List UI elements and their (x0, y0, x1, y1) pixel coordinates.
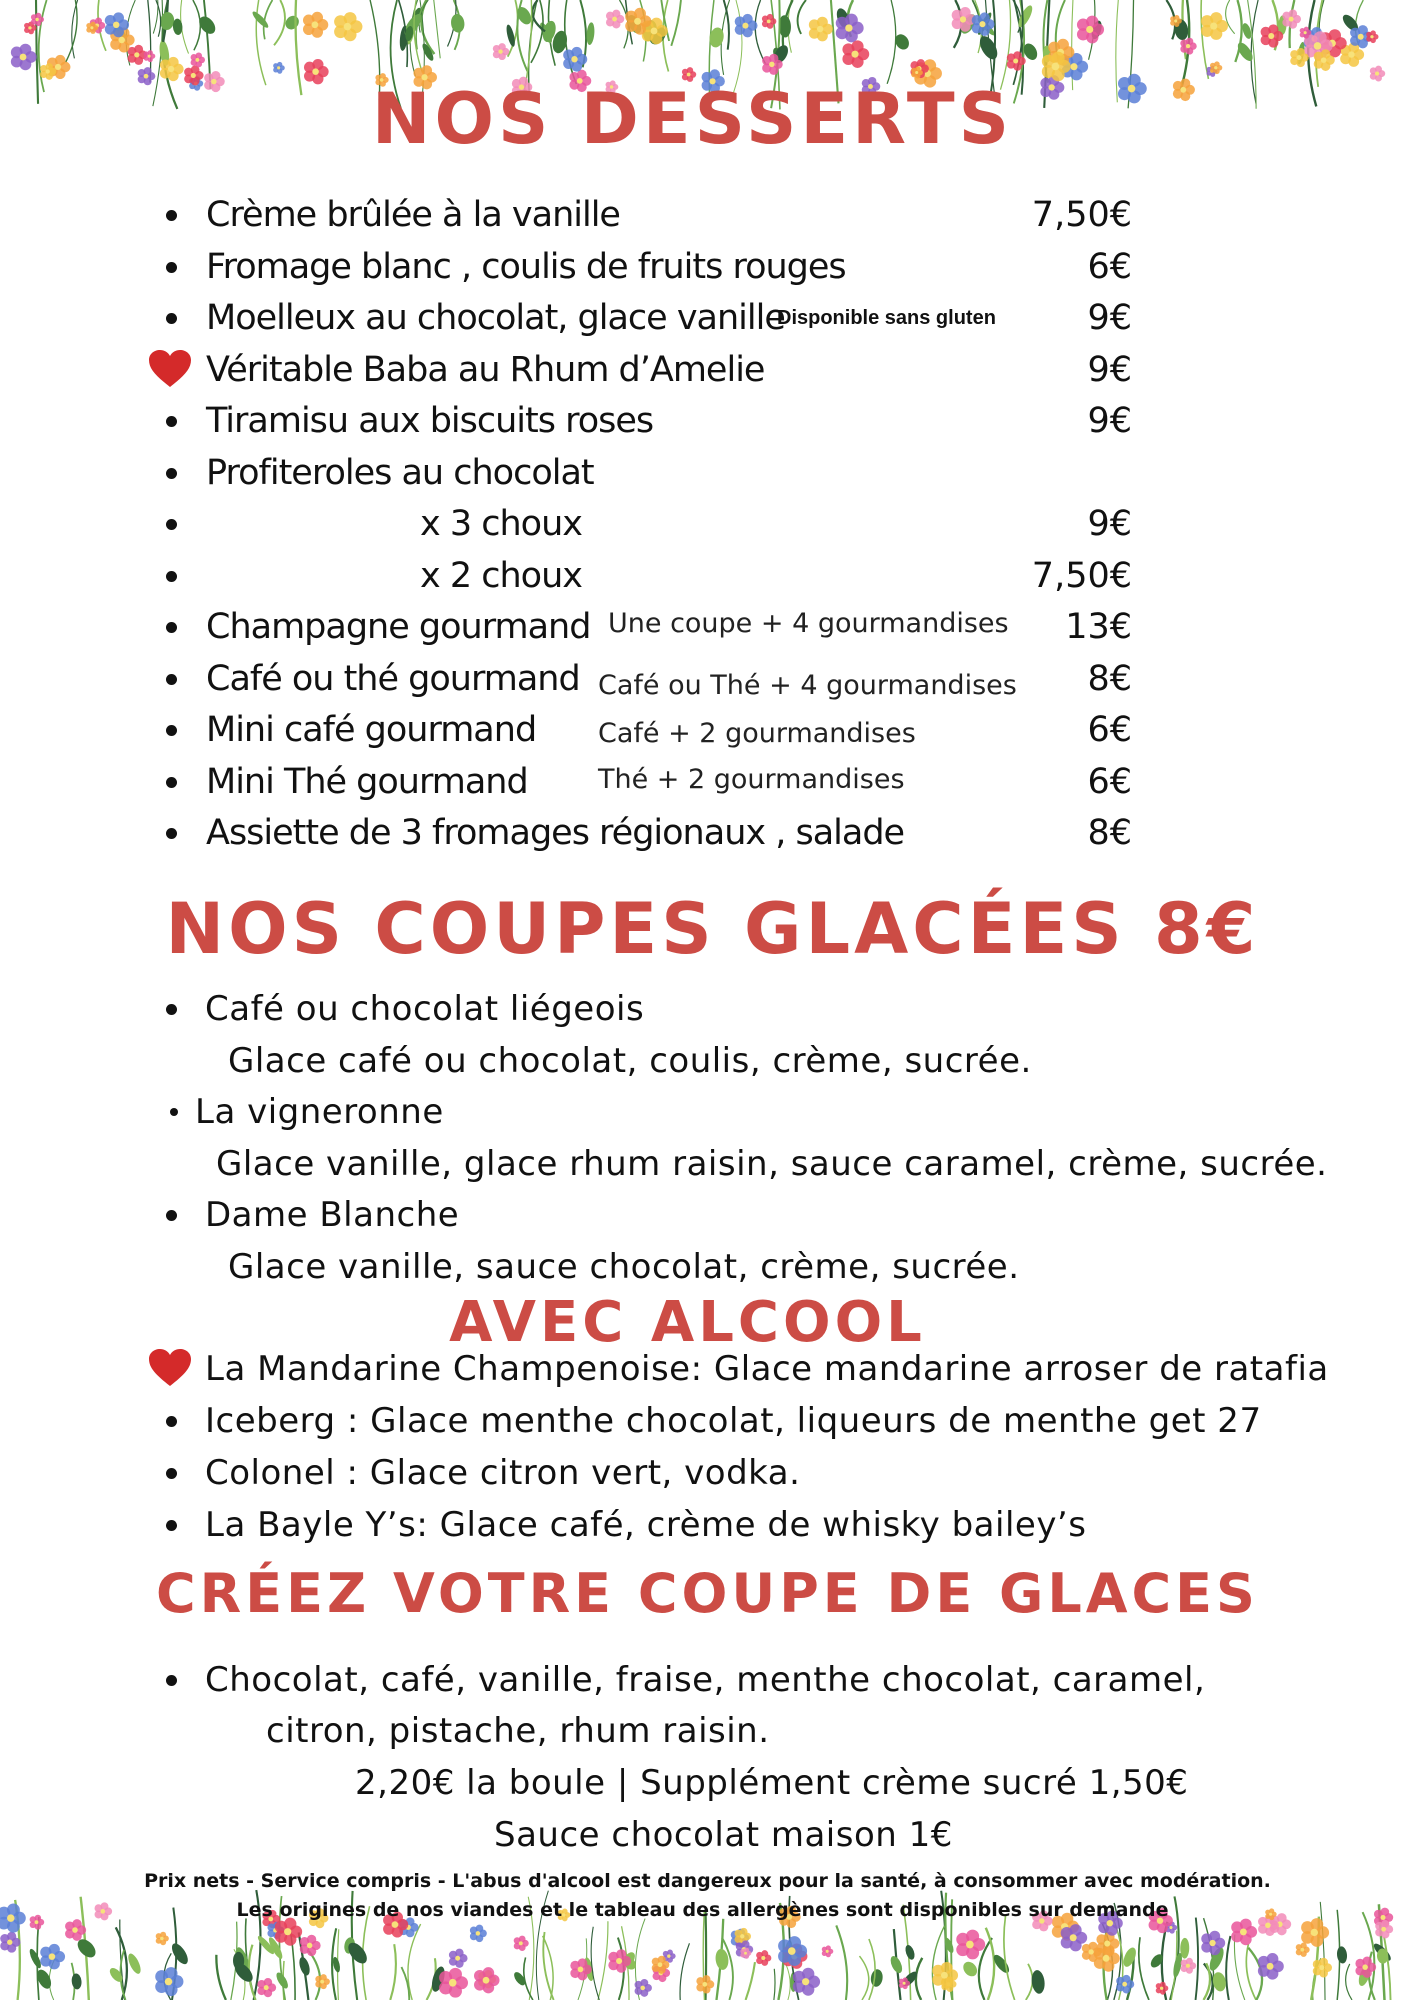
dessert-item (0, 808, 1132, 858)
coupe-item (0, 1087, 1415, 1137)
bullet-icon (148, 1655, 194, 1705)
floral-border-bottom (0, 1880, 1415, 2000)
dessert-item (0, 448, 1132, 498)
alcool-text: La Bayle Y’s: Glace café, crème de whisky bailey’s (205, 1505, 1087, 1545)
bullet-icon (166, 777, 177, 788)
bullet-icon (166, 725, 177, 736)
dessert-name: Mini café gourmand (206, 710, 537, 750)
bullet-icon (166, 1004, 177, 1015)
dessert-name: Moelleux au chocolat, glace vanille (206, 298, 785, 338)
flavors-item (0, 1655, 1415, 1705)
dessert-price: 9€ (1087, 504, 1132, 544)
dessert-note: Café ou Thé + 4 gourmandises (598, 669, 1017, 701)
dessert-note: Une coupe + 4 gourmandises (608, 608, 1009, 639)
bullet-icon (166, 416, 177, 427)
dessert-item (0, 293, 1132, 343)
coupes-title: NOS COUPES GLACÉES 8€ (165, 888, 1260, 970)
dessert-price: 7,50€ (1031, 555, 1132, 596)
dessert-note: Disponible sans gluten (777, 307, 996, 329)
dessert-item (0, 396, 1132, 446)
bullet-icon (170, 1108, 178, 1116)
alcool-item (0, 1448, 1415, 1498)
bullet-icon (166, 1468, 177, 1479)
dessert-item (0, 602, 1132, 652)
dessert-name: Café ou thé gourmand (206, 658, 580, 699)
bullet-icon (166, 262, 177, 273)
alcool-item (0, 1396, 1415, 1446)
dessert-item (0, 705, 1132, 755)
heart-icon (148, 1348, 192, 1402)
dessert-price: 13€ (1065, 607, 1132, 647)
dessert-item (0, 654, 1132, 704)
bullet-icon (166, 622, 177, 633)
dessert-name: Fromage blanc , coulis de fruits rouges (206, 246, 846, 287)
creez-title: CRÉEZ VOTRE COUPE DE GLACES (156, 1562, 1259, 1625)
bullet-icon (166, 210, 177, 221)
heart-icon (148, 349, 192, 403)
dessert-item (0, 499, 1132, 549)
dessert-price: 8€ (1087, 658, 1132, 699)
dessert-item (0, 242, 1132, 292)
dessert-name: Tiramisu aux biscuits roses (206, 401, 654, 441)
alcool-text: Colonel : Glace citron vert, vodka. (205, 1453, 801, 1493)
coupe-name: Dame Blanche (205, 1195, 460, 1235)
bullet-icon (166, 1520, 177, 1531)
dessert-item (0, 551, 1132, 601)
bullet-icon (166, 468, 177, 479)
dessert-price: 8€ (1087, 813, 1132, 853)
dessert-price: 6€ (1087, 246, 1132, 287)
dessert-name: Profiteroles au chocolat (206, 452, 594, 493)
dessert-item (0, 190, 1132, 240)
dessert-price: 9€ (1087, 298, 1132, 338)
dessert-price: 9€ (1087, 401, 1132, 441)
dessert-name: x 3 choux (420, 504, 582, 544)
alcool-text: La Mandarine Champenoise: Glace mandarine arroser de ratafia (205, 1349, 1329, 1389)
alcool-title: AVEC ALCOOL (449, 1290, 926, 1355)
bullet-icon (166, 1416, 177, 1427)
coupe-description: Glace vanille, glace rhum raisin, sauce caramel, crème, sucrée. (216, 1144, 1328, 1184)
dessert-name: x 2 choux (420, 555, 582, 596)
dessert-price: 6€ (1087, 761, 1132, 802)
coupe-name: Café ou chocolat liégeois (205, 989, 645, 1029)
dessert-price: 6€ (1087, 710, 1132, 750)
dessert-name: Champagne gourmand (206, 607, 591, 647)
dessert-price: 9€ (1087, 349, 1132, 390)
dessert-name: Mini Thé gourmand (206, 761, 528, 802)
flavors-line-1: Chocolat, café, vanille, fraise, menthe chocolat, caramel, (205, 1660, 1206, 1700)
bullet-icon (166, 571, 177, 582)
bullet-icon (166, 313, 177, 324)
desserts-title: NOS DESSERTS (371, 78, 1014, 160)
footer-legal: Prix nets - Service compris - L'abus d'alcool est dangereux pour la santé, à consommer avec modération. (144, 1870, 1271, 1892)
bullet-icon (166, 674, 177, 685)
dessert-name: Véritable Baba au Rhum d’Amelie (206, 349, 765, 390)
bullet-icon (166, 519, 177, 530)
alcool-item (0, 1344, 1415, 1394)
coupe-name: La vigneronne (195, 1092, 444, 1132)
dessert-item (0, 757, 1132, 807)
dessert-name: Crème brûlée à la vanille (206, 195, 620, 235)
coupe-item (0, 1190, 1415, 1240)
dessert-name: Assiette de 3 fromages régionaux , salade (206, 813, 905, 853)
dessert-item (0, 345, 1132, 395)
dessert-price: 7,50€ (1031, 195, 1132, 235)
price-per-scoop: 2,20€ la boule | Supplément crème sucré 1,50€ (355, 1763, 1189, 1803)
flavors-line-2: citron, pistache, rhum raisin. (266, 1711, 770, 1751)
dessert-note: Café + 2 gourmandises (598, 718, 916, 749)
coupe-description: Glace café ou chocolat, coulis, crème, sucrée. (228, 1041, 1032, 1081)
coupe-description: Glace vanille, sauce chocolat, crème, sucrée. (228, 1247, 1020, 1287)
alcool-item (0, 1500, 1415, 1550)
bullet-icon (166, 1210, 177, 1221)
bullet-icon (166, 828, 177, 839)
coupe-item (0, 984, 1415, 1034)
footer-allergens: Les origines de nos viandes et le tableau des allergènes sont disponibles sur demande (236, 1899, 1169, 1921)
dessert-note: Thé + 2 gourmandises (598, 763, 905, 795)
alcool-text: Iceberg : Glace menthe chocolat, liqueurs de menthe get 27 (205, 1401, 1262, 1441)
sauce-price: Sauce chocolat maison 1€ (494, 1815, 953, 1855)
